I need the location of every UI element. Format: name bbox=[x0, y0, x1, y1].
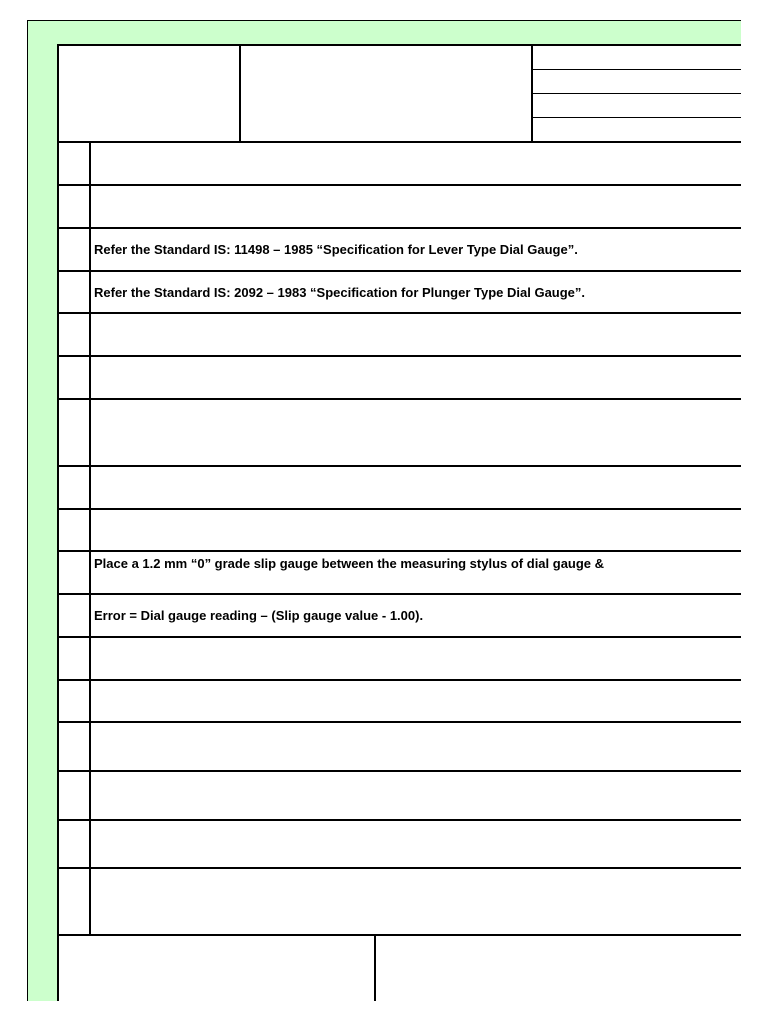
header-title-cell bbox=[242, 46, 532, 141]
row-separator bbox=[57, 227, 741, 229]
row-text-slip-gauge: Place a 1.2 mm “0” grade slip gauge between the measuring stylus of dial gauge & bbox=[94, 556, 605, 571]
footer-left-cell bbox=[59, 936, 374, 1001]
row-separator bbox=[57, 721, 741, 723]
header-divider-1 bbox=[239, 44, 241, 142]
header-info-line-1 bbox=[533, 69, 741, 70]
header-info-line-2 bbox=[533, 93, 741, 94]
row-separator bbox=[57, 141, 741, 143]
row-separator bbox=[57, 465, 741, 467]
row-separator bbox=[57, 867, 741, 869]
row-separator bbox=[57, 355, 741, 357]
row-separator bbox=[57, 819, 741, 821]
row-separator bbox=[57, 636, 741, 638]
row-separator bbox=[57, 508, 741, 510]
number-column-divider bbox=[89, 141, 91, 936]
row-text-plunger-standard: Refer the Standard IS: 2092 – 1983 “Specification for Plunger Type Dial Gauge”. bbox=[94, 285, 586, 300]
row-separator bbox=[57, 550, 741, 552]
row-separator bbox=[57, 184, 741, 186]
document-form bbox=[57, 44, 741, 1001]
row-separator bbox=[57, 679, 741, 681]
row-separator bbox=[57, 270, 741, 272]
header-logo-cell bbox=[59, 46, 240, 141]
row-text-lever-standard: Refer the Standard IS: 11498 – 1985 “Specification for Lever Type Dial Gauge”. bbox=[94, 242, 578, 257]
row-separator bbox=[57, 593, 741, 595]
row-separator bbox=[57, 770, 741, 772]
row-separator bbox=[57, 312, 741, 314]
header-info-line-3 bbox=[533, 117, 741, 118]
footer-right-cell bbox=[376, 936, 741, 1001]
row-text-error-formula: Error = Dial gauge reading – (Slip gauge value - 1.00). bbox=[94, 608, 424, 623]
row-separator bbox=[57, 398, 741, 400]
